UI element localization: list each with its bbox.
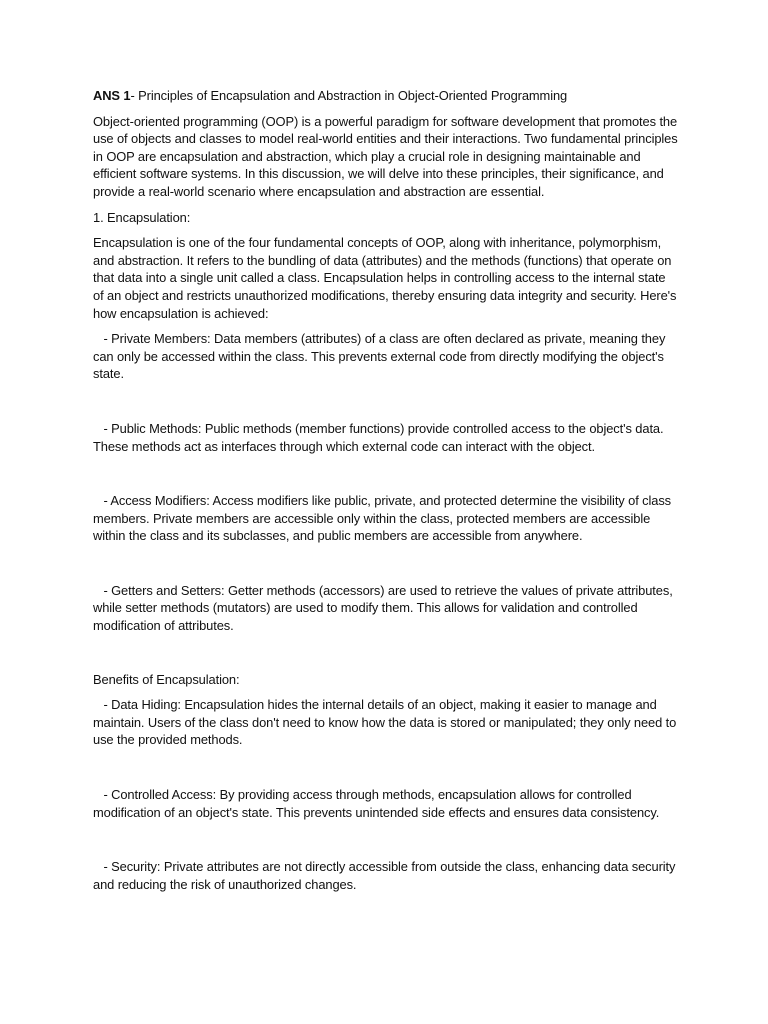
intro-paragraph: Object-oriented programming (OOP) is a powerful paradigm for software development that promotes the use of objects and classes to model real-world entities and their interactions. Two fundamental principles in OOP are encapsulation and abstraction, which play a crucial role in designing maintainable and efficient software systems. In this discussion, we will delve into these principles, their significance, and provide a real-world scenario where encapsulation and abstraction are essential. bbox=[93, 113, 678, 199]
answer-label: ANS 1 bbox=[93, 88, 131, 103]
answer-heading bbox=[93, 87, 678, 105]
bullet-public-methods: - Public Methods: Public methods (member functions) provide controlled access to the object's data. These methods act as interfaces through which external code can interact with the object. bbox=[93, 420, 667, 454]
bullet-private-members: - Private Members: Data members (attributes) of a class are often declared as private, meaning they can only be accessed within the class. This prevents external code from directly modifying the object's state. bbox=[93, 331, 669, 382]
section-title-encapsulation: 1. Encapsulation: bbox=[93, 209, 191, 225]
benefits-title: Benefits of Encapsulation: bbox=[93, 671, 240, 687]
bullet-controlled-access: - Controlled Access: By providing access through methods, encapsulation allows for controlled modification of an object's state. This prevents unintended side effects and ensures data consistency. bbox=[93, 787, 660, 820]
bullet-access-modifiers: - Access Modifiers: Access modifiers like public, private, and protected determine the visibility of class members. Private members are accessible only within the class, protected members are accessible within the class and its subclasses, and public members are accessible from anywhere. bbox=[93, 493, 675, 544]
bullet-data-hiding: - Data Hiding: Encapsulation hides the internal details of an object, making it easier to manage and maintain. Users of the class don't need to know how the data is stored or manipulated; they only need to use the provided methods. bbox=[93, 697, 680, 748]
bullet-getters-setters: - Getters and Setters: Getter methods (accessors) are used to retrieve the values of private attributes, while setter methods (mutators) are used to modify them. This allows for validation and controlled modification of attributes. bbox=[93, 582, 677, 634]
encapsulation-paragraph: Encapsulation is one of the four fundamental concepts of OOP, along with inheritance, polymorphism, and abstraction. It refers to the bundling of data (attributes) and the methods (functions) that operate on that data into a single unit called a class. Encapsulation helps in controlling access to the internal state of an object and restricts unauthorized modifications, thereby ensuring data integrity and security. Here's how encapsulation is achieved: bbox=[93, 235, 677, 321]
answer-title: - Principles of Encapsulation and Abstraction in Object-Oriented Programming bbox=[130, 88, 568, 103]
bullet-security: - Security: Private attributes are not directly accessible from outside the class, enhancing data security and reducing the risk of unauthorized changes. bbox=[93, 859, 679, 892]
